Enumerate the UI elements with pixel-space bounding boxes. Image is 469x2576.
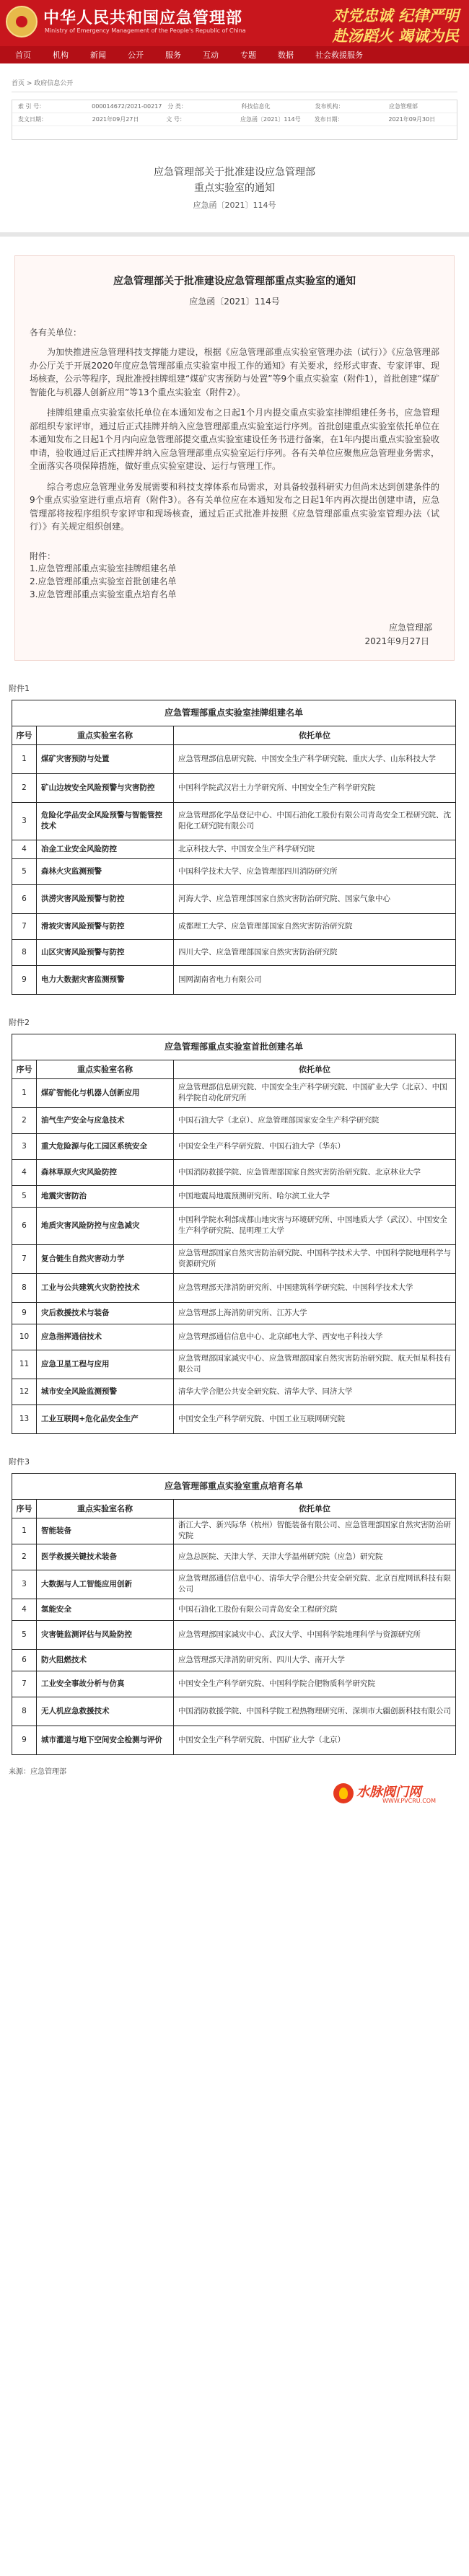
- row-index: 1: [12, 744, 37, 773]
- lab-name: 应急卫星工程与应用: [37, 1350, 174, 1379]
- table-row: [12, 1544, 456, 1570]
- column-header-idx: 序号: [12, 1060, 37, 1078]
- nav-item-public-info[interactable]: 公开: [128, 50, 144, 60]
- table-row: [12, 840, 456, 858]
- row-index: 1: [12, 1078, 37, 1107]
- table-row: [12, 1159, 456, 1185]
- table-row: [12, 1671, 456, 1697]
- meta-label: 索 引 号：: [18, 103, 45, 110]
- meta-row: [12, 113, 457, 126]
- national-emblem-icon: [6, 6, 38, 38]
- row-index: 2: [12, 773, 37, 802]
- notice-paragraph: 挂牌组建重点实验室依托单位在本通知发布之日起1个月内提交重点实验室挂牌组建任务书，应急管理部组织专家评审，通过后正式挂牌并纳入应急管理部重点实验室运行序列。首批创建重点实验室依托单位在本通知发布之日起1个月内向应急管理部提交重点实验室建设任务书进行备案，在1年内提出重点实验室验收申请，验收通过后正式挂牌并纳入应急管理部重点实验室运行序列。各有关单位应聚焦应急管理业务需求，全面落实各项保障措施，做好重点实验室建设、运行与管理工作。: [30, 408, 439, 471]
- row-index: 7: [12, 1671, 37, 1697]
- row-index: 5: [12, 858, 37, 884]
- row-index: 10: [12, 1324, 37, 1350]
- row-index: 3: [12, 802, 37, 840]
- attachment-link[interactable]: 3.应急管理部重点实验室重点培育名单: [30, 589, 177, 599]
- column-header-name: 重点实验室名称: [37, 726, 174, 744]
- host-institution: 成都理工大学、应急管理部国家自然灾害防治研究院: [174, 913, 456, 939]
- lab-name: 工业与公共建筑火灾防控技术: [37, 1273, 174, 1302]
- row-index: 13: [12, 1405, 37, 1433]
- document-number: 应急函〔2021〕114号: [193, 201, 276, 210]
- lab-name: 防火阻燃技术: [37, 1649, 174, 1671]
- meta-value: 000014672/2021-00217: [92, 103, 162, 110]
- watermark-logo-icon: [333, 1783, 354, 1803]
- lab-name: 电力大数据灾害监测预警: [37, 965, 174, 994]
- watermark-logo-text: 水脉阀门网: [356, 1784, 421, 1800]
- breadcrumb[interactable]: 首页 > 政府信息公开: [12, 74, 457, 92]
- column-header-org: 依托单位: [174, 726, 456, 744]
- row-index: 9: [12, 965, 37, 994]
- lab-name: 地质灾害风险防控与应急减灾: [37, 1207, 174, 1244]
- site-banner: [0, 0, 469, 46]
- lab-name: 城市安全风险监测预警: [37, 1379, 174, 1405]
- nav-item-topics[interactable]: 专题: [240, 50, 256, 60]
- meta-label: 分 类：: [167, 103, 187, 110]
- row-index: 12: [12, 1379, 37, 1405]
- meta-table: [12, 100, 457, 140]
- host-institution: 应急管理部信息研究院、中国安全生产科学研究院、中国矿业大学（北京）、中国科学院自动化研究所: [174, 1078, 456, 1107]
- attachment-link[interactable]: 1.应急管理部重点实验室挂牌组建名单: [30, 563, 177, 573]
- table-row: [12, 1649, 456, 1671]
- host-institution: 应急管理部化学品登记中心、中国石油化工股份有限公司青岛安全工程研究院、沈阳化工研究院有限公司: [174, 802, 456, 840]
- table-row: [12, 1697, 456, 1726]
- row-index: 8: [12, 939, 37, 965]
- attachment-tables: [0, 682, 469, 1755]
- host-institution: 应急管理部国家自然灾害防治研究院、中国科学技术大学、中国科学院地理科学与资源研究所: [174, 1244, 456, 1273]
- host-institution: 中国科学技术大学、应急管理部四川消防研究所: [174, 858, 456, 884]
- row-index: 8: [12, 1697, 37, 1726]
- meta-label: 发文日期：: [18, 116, 47, 123]
- row-index: 6: [12, 1207, 37, 1244]
- table-row: [12, 1078, 456, 1107]
- notice-paragraph: 为加快推进应急管理科技支撑能力建设，根据《应急管理部重点实验室管理办法（试行）》《应急管理部办公厅关于开展2020年度应急管理部重点实验室申报工作的通知》有关要求，经形式审查、专家评审、现场核查，公示等程序，现批准授挂牌组建“煤矿灾害预防与处置”等9个重点实验室（附件1），首批创建“煤矿智能化与机器人创新应用”等13个重点实验室（附件2）。: [30, 347, 439, 397]
- row-index: 3: [12, 1570, 37, 1599]
- table-row: [12, 1107, 456, 1133]
- row-index: 6: [12, 1649, 37, 1671]
- table-row: [12, 858, 456, 884]
- host-institution: 中国消防救援学院、中国科学院工程热物理研究所、深圳市大疆创新科技有限公司: [174, 1697, 456, 1726]
- host-institution: 中国石油化工股份有限公司青岛安全工程研究院: [174, 1599, 456, 1620]
- column-header-name: 重点实验室名称: [37, 1499, 174, 1518]
- lab-name: 复合链生自然灾害动力学: [37, 1244, 174, 1273]
- nav-item-services[interactable]: 服务: [165, 50, 181, 60]
- lab-name: 灾害链监测评估与风险防控: [37, 1620, 174, 1649]
- host-institution: 中国安全生产科学研究院、中国石油大学（华东）: [174, 1133, 456, 1159]
- row-index: 6: [12, 884, 37, 913]
- lab-name: 智能装备: [37, 1518, 174, 1544]
- host-institution: 应急管理部天津消防研究所、四川大学、南开大学: [174, 1649, 456, 1671]
- table-row: [12, 1726, 456, 1754]
- table-row: [12, 1518, 456, 1544]
- notice-number: 应急函〔2021〕114号: [189, 296, 280, 307]
- column-header-org: 依托单位: [174, 1060, 456, 1078]
- meta-row: [12, 100, 457, 113]
- host-institution: 清华大学合肥公共安全研究院、清华大学、同济大学: [174, 1379, 456, 1405]
- slogan-line-2: 赴汤蹈火 竭诚为民: [332, 27, 459, 45]
- attachment-label: 附件1: [9, 683, 30, 693]
- meta-value: 科技信息化: [241, 103, 271, 110]
- lab-name: 氢能安全: [37, 1599, 174, 1620]
- lab-name: 地震灾害防治: [37, 1185, 174, 1207]
- lab-name: 山区灾害风险预警与防控: [37, 939, 174, 965]
- attachment-label: 附件2: [9, 1017, 30, 1027]
- watermark-logo: [0, 1780, 469, 1809]
- lab-name: 矿山边坡安全风险预警与灾害防控: [37, 773, 174, 802]
- table-row: [12, 1207, 456, 1244]
- host-institution: 应急管理部通信信息中心、清华大学合肥公共安全研究院、北京百度网讯科技有限公司: [174, 1570, 456, 1599]
- nav-item-organization[interactable]: 机构: [53, 50, 69, 60]
- table-caption: 应急管理部重点实验室重点培育名单: [12, 1473, 456, 1499]
- watermark-url: WWW.PVCRU.COM: [382, 1797, 436, 1804]
- column-header-name: 重点实验室名称: [37, 1060, 174, 1078]
- meta-row: [12, 126, 457, 139]
- table-row: [12, 1570, 456, 1599]
- meta-label: 发布机构：: [315, 103, 344, 110]
- nav-item-news[interactable]: 新闻: [90, 50, 106, 60]
- host-institution: 应急管理部通信信息中心、北京邮电大学、西安电子科技大学: [174, 1324, 456, 1350]
- host-institution: 浙江大学、新兴际华（杭州）智能装备有限公司、应急管理部国家自然灾害防治研究院: [174, 1518, 456, 1544]
- host-institution: 中国科学院武汉岩土力学研究所、中国安全生产科学研究院: [174, 773, 456, 802]
- attachment-table: [12, 700, 456, 995]
- attachment-table: [12, 1034, 456, 1434]
- lab-name: 煤矿智能化与机器人创新应用: [37, 1078, 174, 1107]
- row-index: 7: [12, 1244, 37, 1273]
- row-index: 11: [12, 1350, 37, 1379]
- host-institution: 四川大学、应急管理部国家自然灾害防治研究院: [174, 939, 456, 965]
- host-institution: 应急管理部国家减灾中心、武汉大学、中国科学院地理科学与资源研究所: [174, 1620, 456, 1649]
- lab-name: 森林火灾监测预警: [37, 858, 174, 884]
- table-caption: 应急管理部重点实验室首批创建名单: [12, 1034, 456, 1060]
- row-index: 2: [12, 1544, 37, 1570]
- host-institution: 中国地震局地震预测研究所、哈尔滨工业大学: [174, 1185, 456, 1207]
- source-line: 来源：应急管理部: [9, 1767, 66, 1776]
- lab-name: 医学救援关键技术装备: [37, 1544, 174, 1570]
- meta-value: 应急管理部: [388, 103, 418, 110]
- meta-label: 文 号：: [166, 116, 185, 123]
- host-institution: 河海大学、应急管理部国家自然灾害防治研究院、国家气象中心: [174, 884, 456, 913]
- site-subtitle: Ministry of Emergency Management of the People's Republic of China: [45, 27, 246, 34]
- site-title[interactable]: 中华人民共和国应急管理部: [43, 9, 243, 27]
- meta-value: 应急函〔2021〕114号: [240, 116, 301, 123]
- lab-name: 重大危险源与化工园区系统安全: [37, 1133, 174, 1159]
- lab-name: 洪涝灾害风险预警与防控: [37, 884, 174, 913]
- table-row: [12, 744, 456, 773]
- attachments-heading: 附件：: [30, 550, 56, 561]
- notice-paragraph: 综合考虑应急管理业务发展需要和科技支撑体系布局需求，对具备较强科研实力但尚未达到创建条件的9个重点实验室进行重点培育（附件3）。各有关单位应在本通知发布之日起1年内再次提出创建申请，应急管理部将按程序组织专家评审和现场核查，通过后正式批准并按照《应急管理部重点实验室管理办法（试行）》有关规定组织创建。: [30, 481, 439, 532]
- meta-value: 2021年09月27日: [92, 116, 139, 123]
- column-header-org: 依托单位: [174, 1499, 456, 1518]
- table-row: [12, 913, 456, 939]
- row-index: 5: [12, 1185, 37, 1207]
- nav-item-home[interactable]: 首页: [15, 50, 31, 60]
- table-row: [12, 1185, 456, 1207]
- page-title-line-2: 重点实验室的通知: [194, 183, 275, 194]
- table-row: [12, 1599, 456, 1620]
- column-header-idx: 序号: [12, 726, 37, 744]
- main-nav: [0, 46, 469, 63]
- row-index: 3: [12, 1133, 37, 1159]
- host-institution: 应急管理部国家减灾中心、应急管理部国家自然灾害防治研究院、航天恒星科技有限公司: [174, 1350, 456, 1379]
- section-divider: [0, 232, 469, 237]
- row-index: 7: [12, 913, 37, 939]
- host-institution: 应急总医院、天津大学、天津大学温州研究院（应急）研究院: [174, 1544, 456, 1570]
- notice-title: 应急管理部关于批准建设应急管理部重点实验室的通知: [113, 276, 356, 287]
- lab-name: 冶金工业安全风险防控: [37, 840, 174, 858]
- table-row: [12, 1133, 456, 1159]
- row-index: 4: [12, 840, 37, 858]
- issue-date: 2021年9月27日: [364, 636, 429, 646]
- attachment-table: [12, 1473, 456, 1755]
- slogan-line-1: 对党忠诚 纪律严明: [332, 7, 459, 25]
- nav-item-data[interactable]: 数据: [278, 50, 294, 60]
- lab-name: 无人机应急救援技术: [37, 1697, 174, 1726]
- host-institution: 应急管理部信息研究院、中国安全生产科学研究院、重庆大学、山东科技大学: [174, 744, 456, 773]
- table-row: [12, 1350, 456, 1379]
- host-institution: 中国安全生产科学研究院、中国科学院合肥物质科学研究院: [174, 1671, 456, 1697]
- host-institution: 中国石油大学（北京）、应急管理部国家安全生产科学研究院: [174, 1107, 456, 1133]
- page-title: [12, 164, 457, 196]
- lab-name: 应急指挥通信技术: [37, 1324, 174, 1350]
- table-row: [12, 884, 456, 913]
- row-index: 9: [12, 1302, 37, 1324]
- lab-name: 工业安全事故分析与仿真: [37, 1671, 174, 1697]
- document-meta-section: [12, 74, 457, 211]
- host-institution: 国网湖南省电力有限公司: [174, 965, 456, 994]
- lab-name: 城市灌道与地下空间安全检测与评价: [37, 1726, 174, 1754]
- row-index: 2: [12, 1107, 37, 1133]
- table-row: [12, 939, 456, 965]
- table-row: [12, 1273, 456, 1302]
- row-index: 4: [12, 1159, 37, 1185]
- lab-name: 森林草原火灾风险防控: [37, 1159, 174, 1185]
- page-title-line-1: 应急管理部关于批准建设应急管理部: [154, 167, 315, 178]
- host-institution: 中国安全生产科学研究院、中国工业互联网研究院: [174, 1405, 456, 1433]
- host-institution: 应急管理部天津消防研究所、中国建筑科学研究院、中国科学技术大学: [174, 1273, 456, 1302]
- table-row: [12, 965, 456, 994]
- lab-name: 油气生产安全与应急技术: [37, 1107, 174, 1133]
- lab-name: 灾后救援技术与装备: [37, 1302, 174, 1324]
- table-row: [12, 1302, 456, 1324]
- row-index: 9: [12, 1726, 37, 1754]
- table-row: [12, 1405, 456, 1433]
- table-row: [12, 1244, 456, 1273]
- row-index: 1: [12, 1518, 37, 1544]
- host-institution: 北京科技大学、中国安全生产科学研究院: [174, 840, 456, 858]
- table-row: [12, 1379, 456, 1405]
- lab-name: 工业互联网+危化品安全生产: [37, 1405, 174, 1433]
- table-row: [12, 802, 456, 840]
- host-institution: 应急管理部上海消防研究所、江苏大学: [174, 1302, 456, 1324]
- notice-salutation: 各有关单位：: [30, 328, 82, 338]
- lab-name: 煤矿灾害预防与处置: [37, 744, 174, 773]
- host-institution: 中国安全生产科学研究院、中国矿业大学（北京）: [174, 1726, 456, 1754]
- table-row: [12, 1620, 456, 1649]
- row-index: 8: [12, 1273, 37, 1302]
- table-caption: 应急管理部重点实验室挂牌组建名单: [12, 700, 456, 726]
- table-row: [12, 773, 456, 802]
- row-index: 4: [12, 1599, 37, 1620]
- column-header-idx: 序号: [12, 1499, 37, 1518]
- notice-body: [14, 255, 455, 661]
- lab-name: 危险化学品安全风险预警与智能管控技术: [37, 802, 174, 840]
- row-index: 5: [12, 1620, 37, 1649]
- lab-name: 滑坡灾害风险预警与防控: [37, 913, 174, 939]
- attachment-link[interactable]: 2.应急管理部重点实验室首批创建名单: [30, 576, 177, 586]
- signatory: 应急管理部: [388, 622, 432, 633]
- lab-name: 大数据与人工智能应用创新: [37, 1570, 174, 1599]
- host-institution: 中国消防救援学院、应急管理部国家自然灾害防治研究院、北京林业大学: [174, 1159, 456, 1185]
- attachment-label: 附件3: [9, 1456, 30, 1467]
- host-institution: 中国科学院水利部成都山地灾害与环境研究所、中国地质大学（武汉）、中国安全生产科学研究院、昆明理工大学: [174, 1207, 456, 1244]
- meta-label: 发布日期：: [314, 116, 343, 123]
- nav-item-rescue-services[interactable]: 社会救援服务: [315, 50, 363, 60]
- table-row: [12, 1324, 456, 1350]
- meta-value: 2021年09月30日: [388, 116, 436, 123]
- nav-item-interaction[interactable]: 互动: [203, 50, 219, 60]
